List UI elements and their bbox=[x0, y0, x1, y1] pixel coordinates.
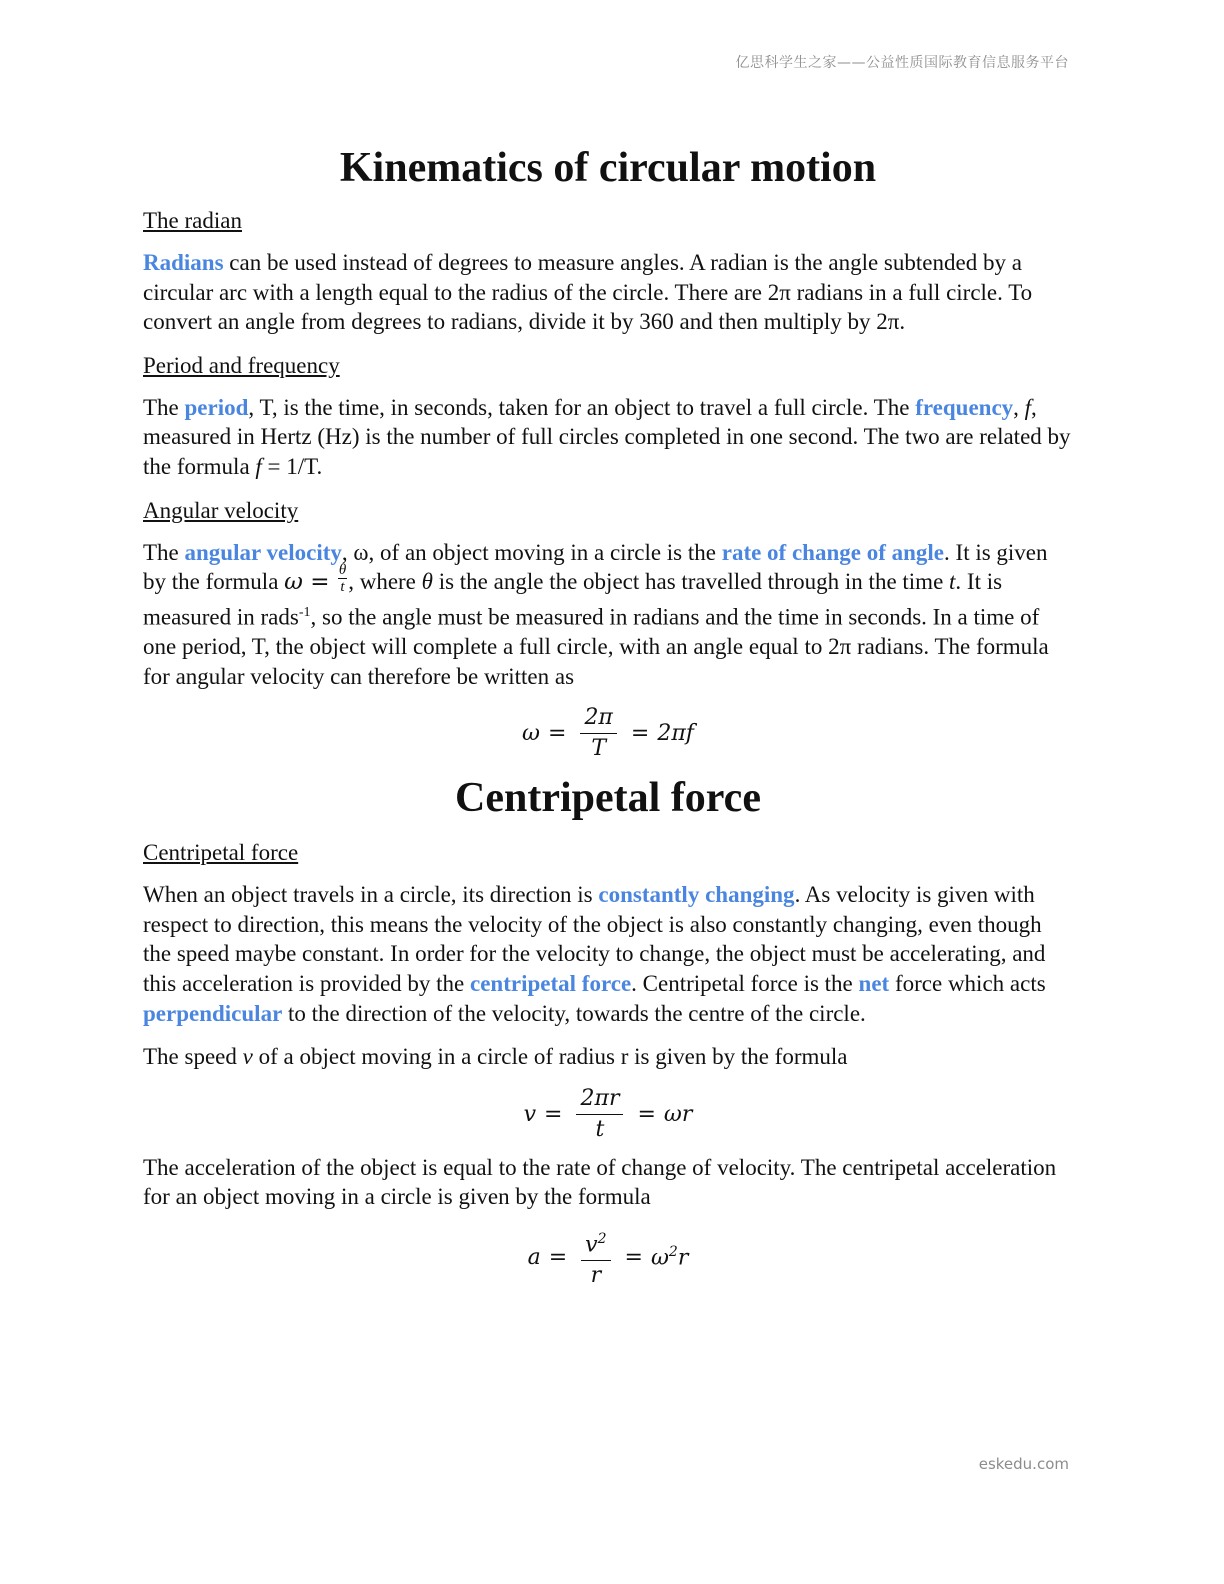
title-kinematics: Kinematics of circular motion bbox=[339, 145, 877, 191]
keyword-rate-of-change: rate of change of angle bbox=[721, 539, 945, 565]
heading-angular-velocity: Angular velocity bbox=[143, 497, 299, 523]
document-body bbox=[143, 140, 1073, 1299]
keyword-constantly-changing: constantly changing bbox=[598, 882, 795, 908]
paragraph-radian: Radians can be used instead of degrees to measure angles. A radian is the angle subtended by a circular arc with a length equal to the radius of the circle. There are 2π radians in a full circle. To convert an angle from degrees to radians, divide it by 360 and then multiply by 2π. bbox=[143, 250, 1033, 335]
keyword-centripetal-force: centripetal force bbox=[470, 970, 632, 996]
keyword-perpendicular: perpendicular bbox=[143, 1000, 283, 1026]
paragraph-period: The period, T, is the time, in seconds, taken for an object to travel a full circle. The frequency, f, measured in Hertz (Hz) is the number of full circles completed in one second. The two are related by the formula f = 1/T. bbox=[143, 394, 1071, 479]
inline-fraction-theta-t: $\frac{\theta}{t}$ bbox=[338, 562, 347, 596]
heading-radian: The radian bbox=[143, 208, 242, 233]
paragraph-acceleration: The acceleration of the object is equal to the rate of change of velocity. The centripetal acceleration for an object moving in a circle is given by the formula bbox=[143, 1154, 1057, 1210]
equation-speed: v = $\frac{2\pi r}{t}$ = ωr bbox=[523, 1085, 693, 1142]
keyword-frequency: frequency bbox=[915, 394, 1014, 420]
page-header: 亿思科学生之家——公益性质国际教育信息服务平台 bbox=[735, 55, 1069, 71]
inline-omega: ω bbox=[284, 569, 303, 596]
page-footer: eskedu.com bbox=[978, 1455, 1069, 1473]
equation-acceleration: a = $\frac{v^2}{r}$ = $\omega^2r$ bbox=[143, 1226, 1073, 1289]
paragraph-centripetal: When an object travels in a circle, its direction is constantly changing. As velocity is given with respect to direction, this means the velocity of the object is also constantly changing, even though the speed maybe constant. In order for the velocity to change, the object must be accelerating, and this acceleration is provided by the centripetal force. Centripetal force is the net force which acts perpendicular to the direction of the velocity, towards the centre of the circle. bbox=[143, 882, 1046, 1026]
keyword-radians: Radians bbox=[143, 250, 224, 275]
paragraph-speed: The speed v of a object moving in a circle of radius r is given by the formula bbox=[143, 1044, 848, 1070]
equation-angular-velocity: ω = $\frac{2\pi}{T}$ = 2πf bbox=[522, 705, 694, 762]
title-centripetal-force: Centripetal force bbox=[455, 775, 761, 822]
heading-period-frequency: Period and frequency bbox=[143, 352, 340, 378]
heading-centripetal-force: Centripetal force bbox=[143, 840, 299, 866]
keyword-angular-velocity: angular velocity bbox=[184, 539, 342, 565]
paragraph-angular-velocity: The angular velocity, ω, of an object moving in a circle is the rate of change of angle. It is given by the formula ω = $\frac{\theta}{t}$ , where θ is the angle the object has travelled through in the time t. It is measured in rads$^{-1}$, so the angle must be measured in radians and the time in seconds. In a time of one period, T, the object will complete a full circle, with an angle equal to 2π radians. The formula for angular velocity can therefore be written as bbox=[143, 539, 1049, 689]
keyword-period: period bbox=[184, 394, 249, 420]
keyword-net: net bbox=[858, 970, 890, 996]
